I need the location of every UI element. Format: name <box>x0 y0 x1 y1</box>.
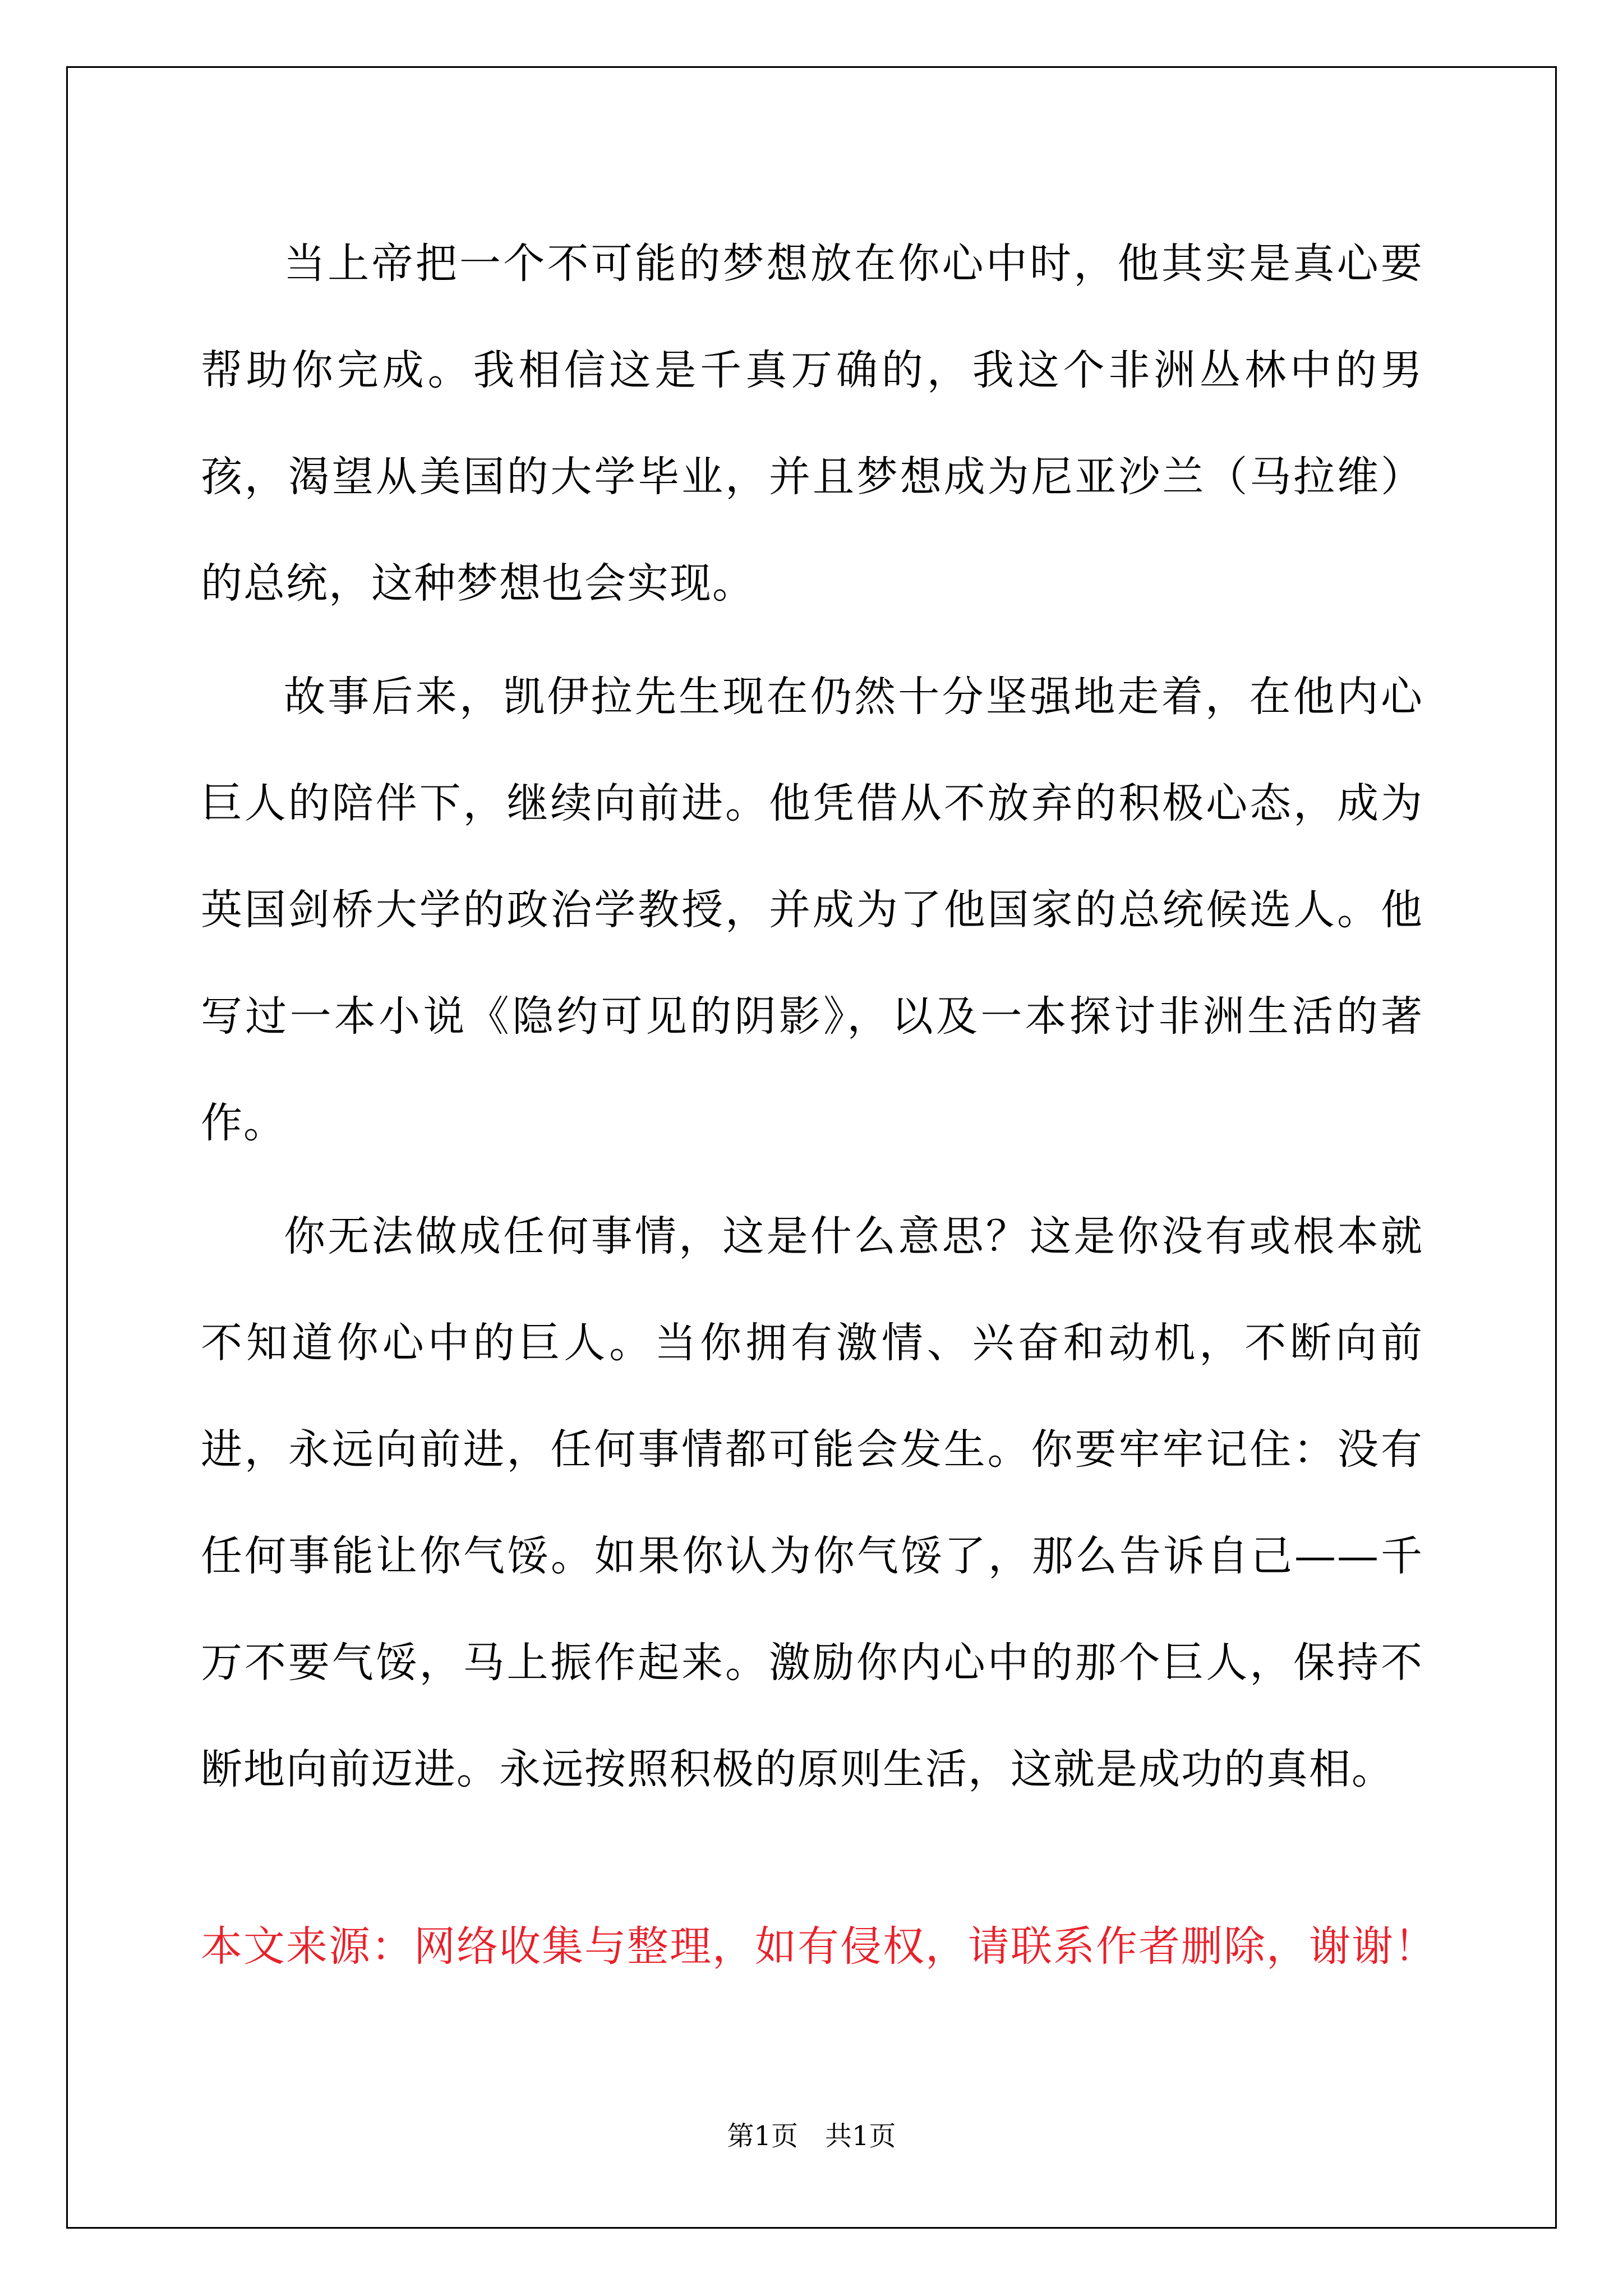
page-footer <box>0 2119 1623 2153</box>
page-number: 第1页 <box>727 2120 798 2152</box>
page-total: 共1页 <box>825 2120 896 2152</box>
source-note: 本文来源：网络收集与整理，如有侵权，请联系作者删除，谢谢！ <box>201 1922 1437 1971</box>
document-body <box>201 210 1423 1829</box>
paragraph-3: 你无法做成任何事情，这是什么意思？这是你没有或根本就不知道你心中的巨人。当你拥有激情、兴奋和动机，不断向前进，永远向前进，任何事情都可能会发生。你要牢牢记住：没有任何事能让你气馁。如果你认为你气馁了，那么告诉自己——千万不要气馁，马上振作起来。激励你内心中的那个巨人，保持不断地向前迈进。永远按照积极的原则生活，这就是成功的真相。 <box>201 1212 1423 1793</box>
paragraph-1: 当上帝把一个不可能的梦想放在你心中时，他其实是真心要帮助你完成。我相信这是千真万确的，我这个非洲丛林中的男孩，渴望从美国的大学毕业，并且梦想成为尼亚沙兰（马拉维）的总统，这种梦想也会实现。 <box>201 240 1423 608</box>
paragraph-2: 故事后来，凯伊拉先生现在仍然十分坚强地走着，在他内心巨人的陪伴下，继续向前进。他凭借从不放弃的积极心态，成为英国剑桥大学的政治学教授，并成为了他国家的总统候选人。他写过一本小说《隐约可见的阴影》，以及一本探讨非洲生活的著作。 <box>201 673 1423 1147</box>
